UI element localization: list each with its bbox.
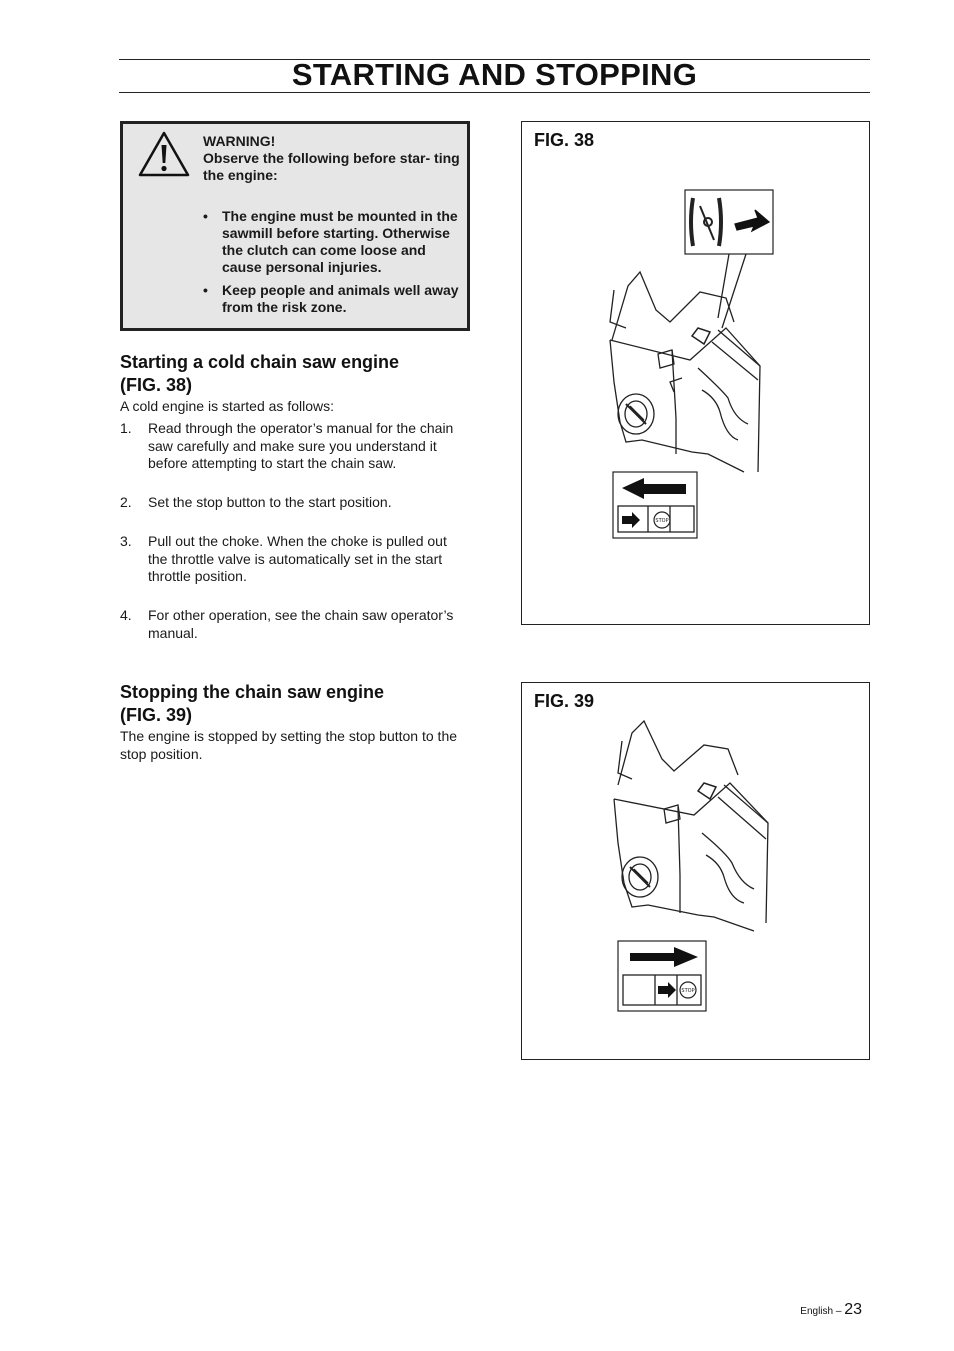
step-text: For other operation, see the chain saw operator’s manual. bbox=[148, 607, 454, 641]
chainsaw-start-illustration bbox=[522, 122, 869, 624]
stop-label: STOP bbox=[655, 518, 669, 524]
warning-bullet: • The engine must be mounted in the sawmill before starting. Otherwise the clutch can come loose and cause personal injuries. bbox=[203, 208, 465, 276]
stop-text: The engine is stopped by setting the stop button to the stop position. bbox=[120, 728, 458, 762]
figure-38 bbox=[521, 121, 870, 625]
section-heading-stop bbox=[120, 681, 480, 727]
warning-heading: WARNING! bbox=[203, 133, 276, 149]
step-number: 1. bbox=[120, 420, 132, 436]
warning-bullet-list bbox=[203, 208, 465, 322]
title-rule-bottom bbox=[119, 92, 870, 93]
section-heading-start bbox=[120, 351, 480, 397]
figure-label: FIG. 38 bbox=[534, 130, 595, 150]
step-text: Read through the operator’s manual for the chain saw carefully and make sure you understand it before attempting to start the chain saw. bbox=[148, 420, 454, 471]
step-item bbox=[120, 420, 470, 473]
start-intro: A cold engine is started as follows: bbox=[120, 398, 335, 414]
start-steps bbox=[120, 607, 470, 642]
start-steps bbox=[120, 533, 470, 586]
start-steps bbox=[120, 494, 470, 512]
page-footer bbox=[800, 1301, 862, 1319]
step-number: 2. bbox=[120, 494, 132, 510]
step-text: Pull out the choke. When the choke is pulled out the throttle valve is automatically set in the start throttle position. bbox=[148, 533, 447, 584]
step-number: 4. bbox=[120, 607, 132, 623]
heading-line: Starting a cold chain saw engine bbox=[120, 352, 400, 372]
page-title: STARTING AND STOPPING bbox=[291, 57, 698, 92]
figure-label: FIG. 39 bbox=[534, 691, 595, 711]
page-number: 23 bbox=[844, 1301, 862, 1318]
step-text: Set the stop button to the start position. bbox=[148, 494, 392, 510]
warning-text bbox=[203, 133, 461, 184]
heading-line: (FIG. 39) bbox=[120, 705, 193, 725]
warning-bullet: • Keep people and animals well away from the risk zone. bbox=[203, 282, 465, 316]
step-item bbox=[120, 494, 470, 512]
heading-line: Stopping the chain saw engine bbox=[120, 682, 385, 702]
stop-label: STOP bbox=[681, 988, 695, 994]
footer-language: English – bbox=[800, 1306, 842, 1317]
figure-39 bbox=[521, 682, 870, 1060]
warning-box bbox=[120, 121, 470, 331]
chainsaw-stop-illustration bbox=[522, 683, 869, 1059]
step-item bbox=[120, 533, 470, 586]
step-item bbox=[120, 607, 470, 642]
warning-intro: Observe the following before star- ting the engine: bbox=[203, 150, 460, 183]
heading-line: (FIG. 38) bbox=[120, 375, 193, 395]
warning-triangle-icon bbox=[137, 130, 191, 178]
step-number: 3. bbox=[120, 533, 132, 549]
start-steps bbox=[120, 420, 470, 473]
